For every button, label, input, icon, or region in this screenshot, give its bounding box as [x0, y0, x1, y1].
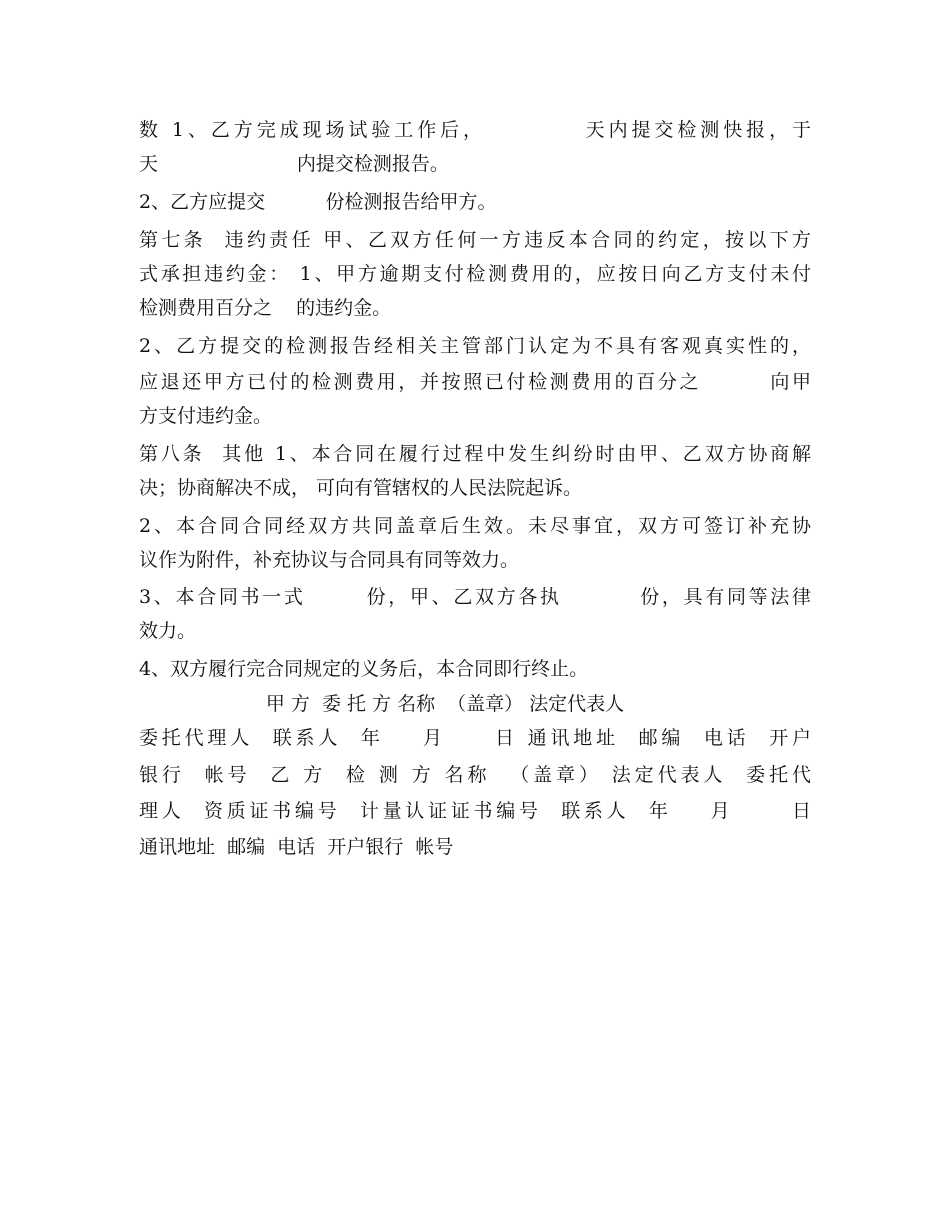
text-line-6: 检测费用百分之 的违约金。 — [139, 297, 392, 319]
text-line-12: 2、本合同合同经双方共同盖章后生效。未尽事宜，双方可签订补充协 — [139, 515, 811, 537]
text-line-5: 式承担违约金： 1、甲方逾期支付检测费用的，应按日向乙方支付未付 — [139, 263, 811, 285]
text-line-15: 效力。 — [139, 620, 197, 642]
text-line-13: 议作为附件，补充协议与合同具有同等效力。 — [139, 549, 520, 571]
text-line-19: 银行 帐号 乙 方 检 测 方 名称 （盖章） 法定代表人 委托代 — [139, 764, 811, 786]
text-line-20: 理人 资质证书编号 计量认证证书编号 联系人 年 月 日 — [139, 800, 811, 822]
text-line-2: 天 内提交检测报告。 — [139, 153, 449, 175]
text-line-9: 方支付违约金。 — [139, 405, 273, 427]
text-line-14: 3、本合同书一式 份，甲、乙双方各执 份，具有同等法律 — [139, 586, 811, 608]
text-line-16: 4、双方履行完合同规定的义务后，本合同即行终止。 — [139, 658, 589, 680]
text-line-7: 2、乙方提交的检测报告经相关主管部门认定为不具有客观真实性的， — [139, 335, 811, 357]
text-line-3: 2、乙方应提交 份检测报告给甲方。 — [139, 191, 497, 213]
text-line-1: 数 1、乙方完成现场试验工作后， 天内提交检测快报，于 — [139, 119, 811, 141]
text-line-8: 应退还甲方已付的检测费用，并按照已付检测费用的百分之 向甲 — [139, 371, 811, 393]
text-line-18: 委托代理人 联系人 年 月 日 通讯地址 邮编 电话 开户 — [139, 727, 811, 749]
text-line-21: 通讯地址 邮编 电话 开户银行 帐号 — [139, 836, 454, 858]
text-line-10: 第八条 其他 1、本合同在履行过程中发生纠纷时由甲、乙双方协商解 — [139, 443, 811, 465]
text-line-11: 决；协商解决不成， 可向有管辖权的人民法院起诉。 — [139, 477, 583, 499]
text-line-4: 第七条 违约责任 甲、乙双方任何一方违反本合同的约定，按以下方 — [139, 229, 811, 251]
text-line-17: 甲 方 委 托 方 名称 （盖章） 法定代表人 — [139, 693, 625, 715]
